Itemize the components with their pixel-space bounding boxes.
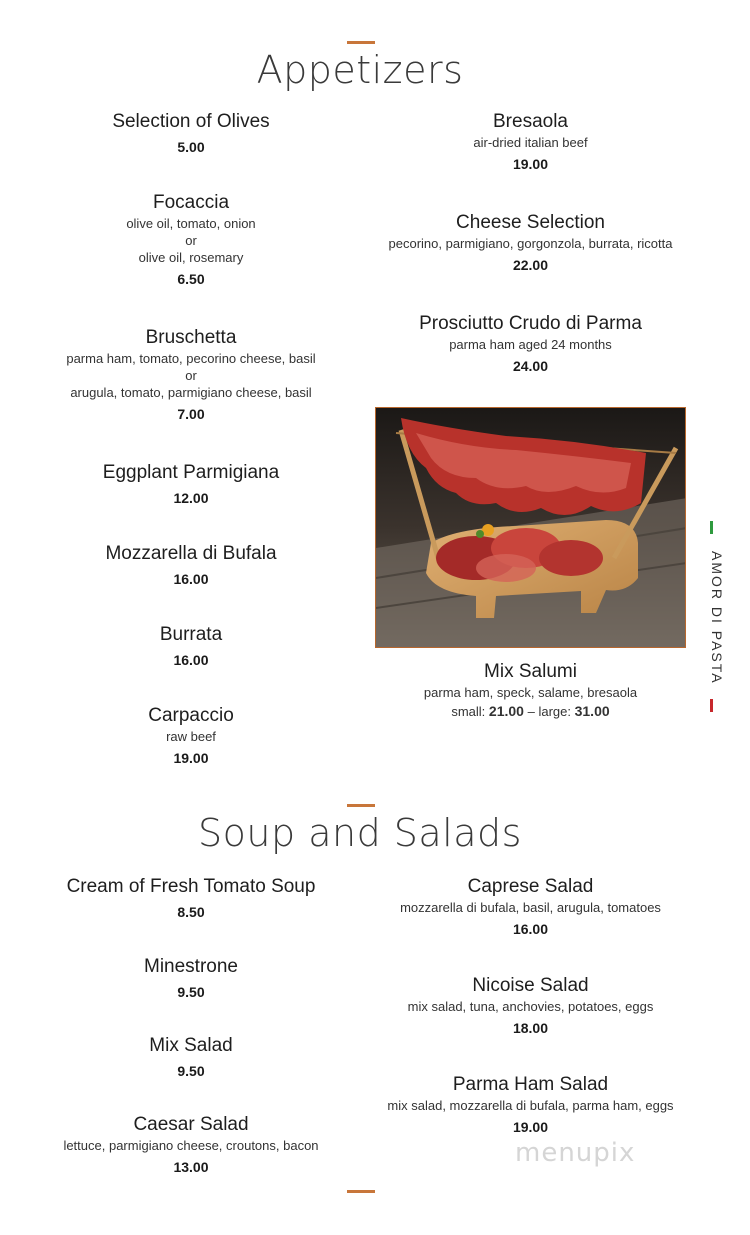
item-name: Prosciutto Crudo di Parma <box>419 313 642 334</box>
section-divider-bottom <box>347 1190 375 1193</box>
small-price: 21.00 <box>488 703 524 719</box>
item-name: Cheese Selection <box>456 212 605 233</box>
item-description: air-dried italian beef <box>473 135 588 150</box>
soups-right-column <box>375 0 686 1235</box>
item-description: or <box>185 233 197 248</box>
item-name: Selection of Olives <box>112 111 270 132</box>
item-price: 7.00 <box>177 406 205 422</box>
item-price: 9.50 <box>177 1063 205 1079</box>
item-price: 6.50 <box>177 271 205 287</box>
large-price: 31.00 <box>574 703 610 719</box>
item-price: 19.00 <box>512 1119 549 1135</box>
menu-item <box>375 974 686 1038</box>
section-divider-middle <box>347 804 375 807</box>
item-name: Mix Salumi <box>484 661 577 682</box>
item-name: Focaccia <box>152 192 230 213</box>
item-price: 19.00 <box>512 156 549 172</box>
item-price: 18.00 <box>512 1020 549 1036</box>
item-description: parma ham, tomato, pecorino cheese, basil <box>66 351 316 366</box>
menu-item <box>40 1034 342 1081</box>
item-name: Parma Ham Salad <box>452 1074 609 1095</box>
item-description: olive oil, rosemary <box>138 250 244 265</box>
item-description: mix salad, tuna, anchovies, potatoes, eggs <box>407 999 654 1014</box>
item-name: Bruschetta <box>145 327 237 348</box>
section-title-soups: Soup and Salads <box>198 811 522 855</box>
menu-item <box>40 955 342 1002</box>
item-price: 8.50 <box>177 904 205 920</box>
section-divider-top <box>347 41 375 44</box>
item-description: mix salad, mozzarella di bufala, parma ham, eggs <box>387 1098 674 1113</box>
item-description: mozzarella di bufala, basil, arugula, tomatoes <box>400 900 661 915</box>
item-price: 16.00 <box>173 652 209 668</box>
flag-stripe-red <box>710 699 713 712</box>
item-price: 24.00 <box>512 358 549 374</box>
small-label: small: <box>451 704 486 719</box>
item-name: Eggplant Parmigiana <box>102 462 280 483</box>
soups-left-column <box>40 0 342 1235</box>
item-description: arugula, tomato, parmigiano cheese, basil <box>70 385 312 400</box>
menu-item <box>40 875 342 922</box>
item-name: Nicoise Salad <box>472 975 589 996</box>
item-price: 13.00 <box>173 1159 209 1175</box>
brand-side-label: AMOR DI PASTA <box>709 550 725 685</box>
menu-item <box>375 875 686 939</box>
item-price: 16.00 <box>512 921 549 937</box>
item-description: parma ham, speck, salame, bresaola <box>423 685 638 700</box>
item-name: Minestrone <box>144 956 238 977</box>
item-description: raw beef <box>166 729 216 744</box>
item-name: Mix Salad <box>149 1035 233 1056</box>
item-description: olive oil, tomato, onion <box>126 216 256 231</box>
item-price: 9.50 <box>177 984 205 1000</box>
item-description: lettuce, parmigiano cheese, croutons, bacon <box>63 1138 319 1153</box>
item-description: or <box>185 368 197 383</box>
menu-item <box>40 1113 342 1177</box>
item-name: Mozzarella di Bufala <box>105 543 277 564</box>
item-name: Carpaccio <box>148 705 234 726</box>
watermark: menupix <box>515 1138 636 1168</box>
item-name: Burrata <box>159 624 223 645</box>
item-name: Caesar Salad <box>133 1114 249 1135</box>
menu-item <box>375 1073 686 1137</box>
item-description: parma ham aged 24 months <box>449 337 612 352</box>
item-name: Bresaola <box>493 111 568 132</box>
item-name: Caprese Salad <box>467 876 594 897</box>
item-price: 5.00 <box>177 139 205 155</box>
item-price: 19.00 <box>173 750 209 766</box>
large-label: large: <box>538 704 571 719</box>
flag-stripe-green <box>710 521 713 534</box>
section-title-appetizers: Appetizers <box>256 48 464 92</box>
item-description: pecorino, parmigiano, gorgonzola, burrata, ricotta <box>388 236 673 251</box>
item-name: Cream of Fresh Tomato Soup <box>66 876 316 897</box>
item-price: 16.00 <box>173 571 209 587</box>
item-price: 22.00 <box>512 257 549 273</box>
price-separator: – <box>527 704 535 719</box>
item-price: 12.00 <box>173 490 209 506</box>
